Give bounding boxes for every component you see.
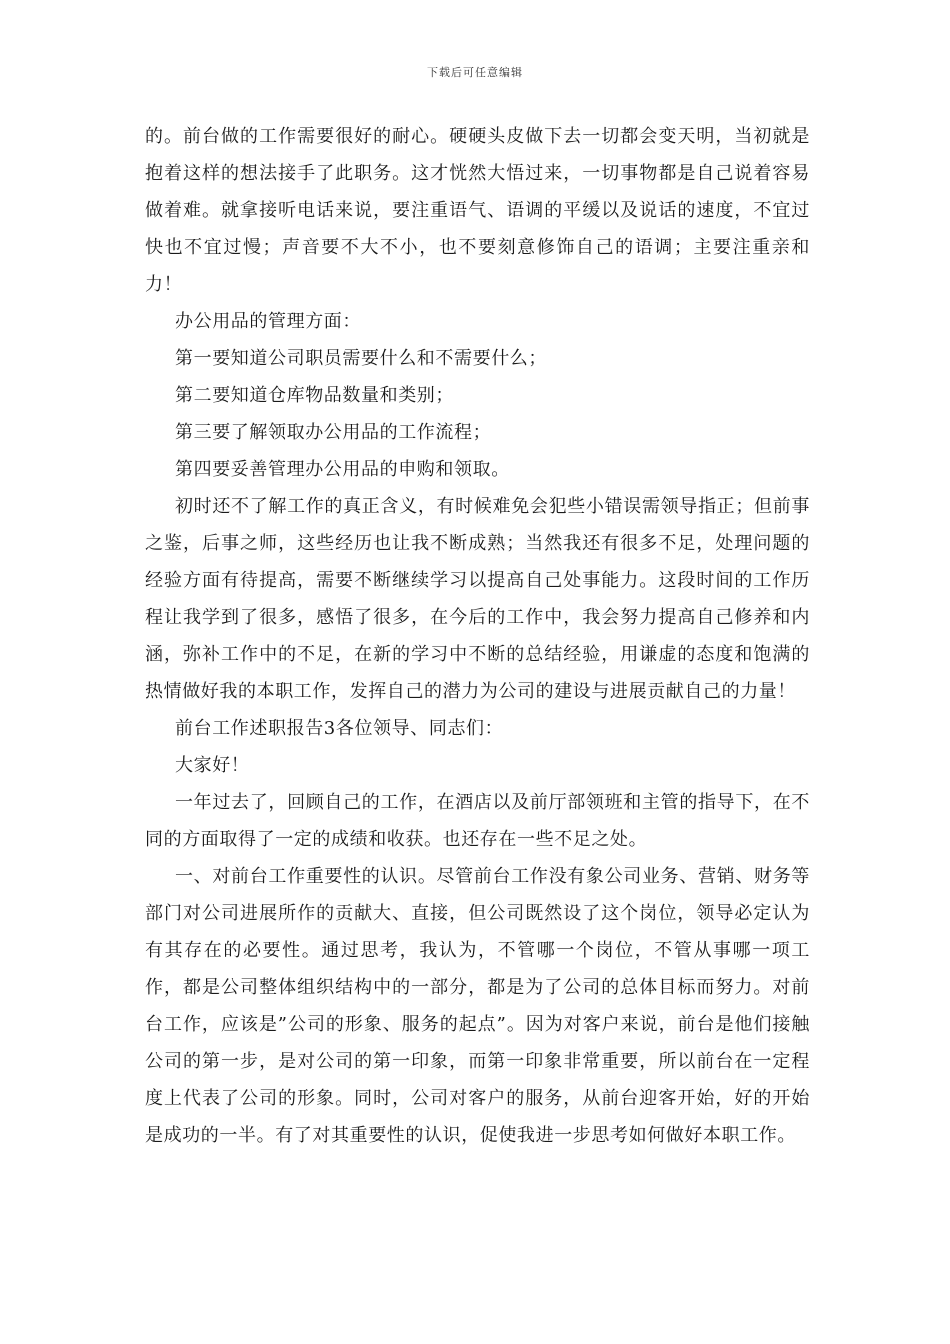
paragraph-greeting: 大家好！ bbox=[175, 755, 250, 776]
paragraph-item-2: 第二要知道仓库物品数量和类别； bbox=[175, 385, 454, 406]
paragraph-item-3: 第三要了解领取办公用品的工作流程； bbox=[175, 422, 492, 443]
page-header: 下载后可任意编辑 bbox=[427, 66, 523, 79]
document-body bbox=[145, 118, 810, 1154]
paragraph-office-supplies-heading: 办公用品的管理方面： bbox=[175, 311, 361, 332]
paragraph-item-4: 第四要妥善管理办公用品的申购和领取。 bbox=[175, 459, 510, 480]
paragraph-reflection: 初时还不了解工作的真正含义，有时候难免会犯些小错误需领导指正；但前事之鉴，后事之师，这些经历也让我不断成熟；当然我还有很多不足，处理问题的经验方面有待提高，需要不断继续学习以提高自己处事能力。这段时间的工作历程让我学到了很多，感悟了很多，在今后的工作中，我会努力提高自己修养和内涵，弥补工作中的不足，在新的学习中不断的总结经验，用谦虚的态度和饱满的热情做好我的本职工作，发挥自己的潜力为公司的建设与进展贡献自己的力量！ bbox=[145, 496, 810, 702]
paragraph-importance: 一、对前台工作重要性的认识。尽管前台工作没有象公司业务、营销、财务等部门对公司进展所作的贡献大、直接，但公司既然设了这个岗位，领导必定认为有其存在的必要性。通过思考，我认为，不管哪一个岗位，不管从事哪一项工作，都是公司整体组织结构中的一部分，都是为了公司的总体目标而努力。对前台工作，应该是”公司的形象、服务的起点”。因为对客户来说，前台是他们接触公司的第一步，是对公司的第一印象，而第一印象非常重要，所以前台在一定程度上代表了公司的形象。同时，公司对客户的服务，从前台迎客开始，好的开始是成功的一半。有了对其重要性的认识，促使我进一步思考如何做好本职工作。 bbox=[145, 866, 810, 1146]
paragraph-continuation: 的。前台做的工作需要很好的耐心。硬硬头皮做下去一切都会变天明，当初就是抱着这样的想法接手了此职务。这才恍然大悟过来，一切事物都是自己说着容易做着难。就拿接听电话来说，要注重语气、语调的平缓以及说话的速度，不宜过快也不宜过慢；声音要不大不小，也不要刻意修饰自己的语调；主要注重亲和力！ bbox=[145, 126, 810, 295]
paragraph-item-1: 第一要知道公司职员需要什么和不需要什么； bbox=[175, 348, 547, 369]
paragraph-report-title: 前台工作述职报告3各位领导、同志们： bbox=[175, 718, 504, 739]
paragraph-review: 一年过去了，回顾自己的工作，在酒店以及前厅部领班和主管的指导下，在不同的方面取得了一定的成绩和收获。也还存在一些不足之处。 bbox=[145, 792, 810, 850]
